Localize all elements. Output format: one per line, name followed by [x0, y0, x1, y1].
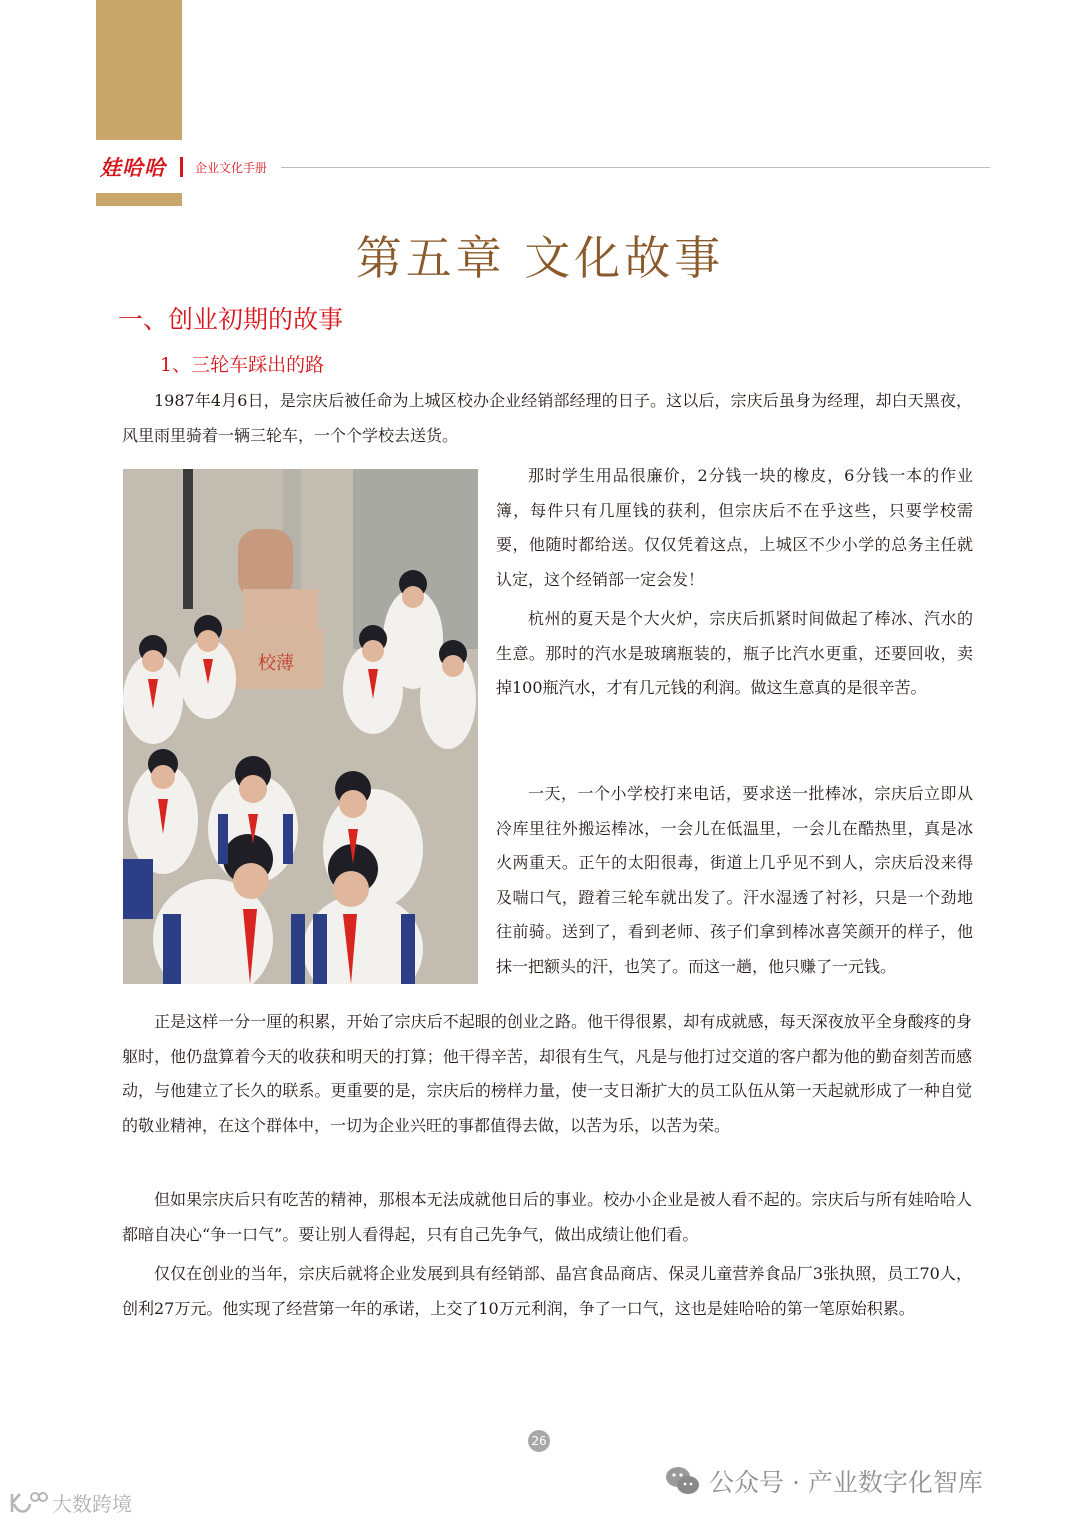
section-heading: 一、创业初期的故事: [118, 305, 344, 334]
svg-text:校薄: 校薄: [258, 653, 294, 674]
wechat-icon: [665, 1465, 701, 1497]
page-number-badge: 26: [528, 1430, 550, 1452]
children-tricycle-photo: [123, 469, 478, 984]
paragraph-4: 一天，一个小学校打来电话，要求送一批棒冰，宗庆后立即从冷库里往外搬运棒冰，一会儿在低温里，一会儿在酷热里，真是冰火两重天。正午的太阳很毒，街道上几乎见不到人，宗庆后没来得及喘口气，蹬着三轮车就出发了。汗水湿透了衬衫，只是一个劲地往前骑。送到了，看到老师、孩子们拿到棒冰喜笑颜开的样子，他抹一把额头的汗，也笑了。而这一趟，他只赚了一元钱。: [496, 784, 973, 976]
gold-decor-bar-top: [96, 0, 182, 140]
paragraph-3: 杭州的夏天是个大火炉，宗庆后抓紧时间做起了棒冰、汽水的生意。那时的汽水是玻璃瓶装的，瓶子比汽水更重，还要回收，卖掉100瓶汽水，才有几元钱的利润。做这生意真的是很辛苦。: [496, 609, 973, 697]
page-header: [100, 152, 990, 182]
brand-logo: 娃哈哈: [100, 156, 166, 180]
subsection-heading: 1、三轮车踩出的路: [160, 354, 325, 376]
paragraph-2: 那时学生用品很廉价，2分钱一块的橡皮，6分钱一本的作业簿，每件只有几厘钱的获利，但宗庆后不在乎这些，只要学校需要，他随时都给送。仅仅凭着这点，上城区不少小学的总务主任就认定，这个经销部一定会发！: [496, 466, 973, 589]
header-divider: [180, 157, 183, 177]
header-rule: [281, 167, 990, 168]
watermark-right-text: 公众号 · 产业数字化智库: [709, 1468, 983, 1497]
watermark-wechat: [665, 1463, 983, 1499]
paragraph-1: 1987年4月6日，是宗庆后被任命为上城区校办企业经销部经理的日子。这以后，宗庆后虽身为经理，却白天黑夜，风里雨里骑着一辆三轮车，一个个学校去送货。: [122, 391, 972, 445]
watermark-brand: [8, 1488, 132, 1517]
brand-mark-icon: [8, 1490, 48, 1516]
gold-decor-bar-bottom: [96, 193, 182, 206]
manual-title: 企业文化手册: [195, 160, 268, 175]
chapter-title: 第五章 文化故事: [355, 231, 725, 285]
photo-illustration: [123, 469, 478, 984]
paragraph-6: 但如果宗庆后只有吃苦的精神，那根本无法成就他日后的事业。校办小企业是被人看不起的。宗庆后与所有娃哈哈人都暗自决心“争一口气”。要让别人看得起，只有自己先争气，做出成绩让他们看。: [122, 1190, 972, 1244]
watermark-left-text: 大数跨境: [52, 1492, 132, 1516]
paragraph-5: 正是这样一分一厘的积累，开始了宗庆后不起眼的创业之路。他干得很累，却有成就感，每天深夜放平全身酸疼的身躯时，他仍盘算着今天的收获和明天的打算；他干得辛苦，却很有生气，凡是与他打过交道的客户都为他的勤奋刻苦而感动，与他建立了长久的联系。更重要的是，宗庆后的榜样力量，使一支日渐扩大的员工队伍从第一天起就形成了一种自觉的敬业精神，在这个群体中，一切为企业兴旺的事都值得去做，以苦为乐，以苦为荣。: [122, 1012, 972, 1135]
paragraph-7: 仅仅在创业的当年，宗庆后就将企业发展到具有经销部、晶宫食品商店、保灵儿童营养食品厂3张执照，员工70人，创利27万元。他实现了经营第一年的承诺，上交了10万元利润，争了一口气，这也是娃哈哈的第一笔原始积累。: [122, 1264, 972, 1318]
